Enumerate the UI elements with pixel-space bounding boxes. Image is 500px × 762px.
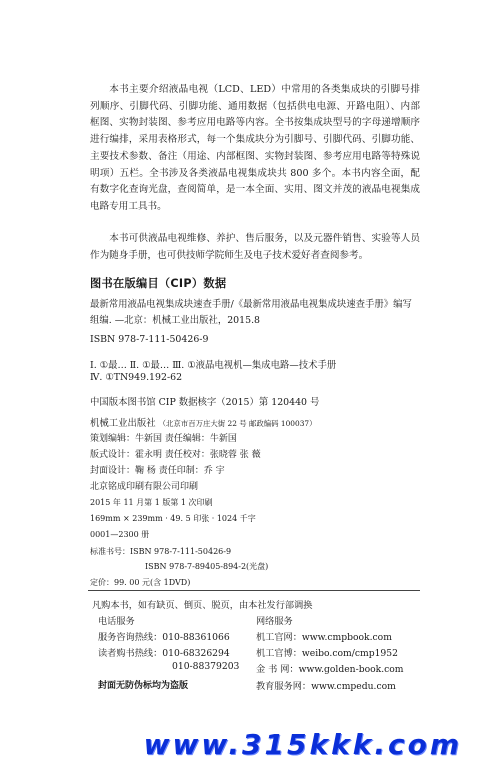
publisher-name: 机械工业出版社 [90, 418, 156, 429]
price: 定价：99. 00 元(含 1DVD) [90, 578, 191, 587]
book-format: 169mm × 239mm · 49. 5 印张 · 1024 千字 [90, 514, 256, 523]
cip-title-entry: 最新常用液晶电视集成块速查手册/《最新常用液晶电视集成块速查手册》编写组编. —北京：机械工业出版社，2015.8 [90, 299, 412, 326]
network-service-label: 网络服务 [256, 616, 293, 627]
consult-hotline: 服务咨询热线：010-88361066 [98, 632, 230, 643]
planning-editor: 策划编辑：牛新国 责任编辑：牛新国 [90, 434, 237, 444]
reader-hotline-2: 010-88379203 [172, 661, 240, 672]
publisher-address: （北京市百万庄大街 22 号 邮政编码 100037） [158, 419, 317, 428]
intro-paragraph-2: 本书可供液晶电视维修、养护、售后服务，以及元器件销售、实验等人员作为随身手册，也可供技师学院师生及电子技术爱好者查阅参考。 [90, 233, 420, 261]
print-run: 0001—2300 册 [90, 530, 150, 539]
cip-subjects-line-1: Ⅰ. ①最… Ⅱ. ①最… Ⅲ. ①液晶电视机—集成电路—技术手册 [90, 360, 337, 371]
layout-design: 版式设计：霍永明 责任校对：张晓蓉 张 薇 [90, 450, 261, 460]
cip-heading: 图书在版编目（CIP）数据 [90, 277, 227, 290]
edition: 2015 年 11 月第 1 版第 1 次印刷 [90, 498, 213, 507]
standard-isbn-2: ISBN 978-7-89405-894-2(光盘) [145, 562, 269, 571]
golden-book-site: 金 书 网：www.golden-book.com [256, 664, 404, 675]
reader-hotline: 读者购书热线：010-68326294 [98, 648, 230, 659]
official-site: 机工官网：www.cmpbook.com [256, 632, 392, 643]
cip-subjects-line-2: Ⅳ. ①TN949.192-62 [90, 372, 183, 383]
education-service-site: 教育服务网：www.cmpedu.com [256, 681, 396, 692]
standard-isbn-1: 标准书号：ISBN 978-7-111-50426-9 [90, 547, 232, 556]
watermark-banner: www.315kkk.com [143, 728, 462, 761]
cip-number: 中国版本图书馆 CIP 数据核字（2015）第 120440 号 [90, 397, 320, 408]
publisher-line [90, 415, 317, 429]
printer: 北京铭成印刷有限公司印刷 [90, 482, 199, 492]
service-notice: 凡购本书，如有缺页、倒页、脱页，由本社发行部调换 [92, 600, 313, 611]
phone-service-label: 电话服务 [98, 616, 135, 627]
cip-isbn: ISBN 978-7-111-50426-9 [90, 334, 209, 345]
divider-rule [88, 590, 420, 591]
anti-counterfeit-notice: 封面无防伪标均为盗版 [98, 681, 189, 691]
intro-paragraph-1: 本书主要介绍液晶电视（LCD、LED）中常用的各类集成块的引脚号排列顺序、引脚代码、引脚功能、通用数据（包括供电电源、开路电阻）、内部框图、实物封装图、参考应用电路等内容。全书按集成块型号的字母递增顺序进行编排，采用表格形式，每一个集成块分为引脚号、引脚代码、引脚功能、主要技术参数、备注（用途、内部框图、实物封装图、参考应用电路等特殊说明项）五栏。全书涉及各类液晶电视集成块共 800 多个。本书内容全面，配有数字化查询光盘，查阅简单，是一本全面、实用、图文并茂的液晶电视集成电路专用工具书。 [90, 84, 420, 212]
official-weibo: 机工官博：weibo.com/cmp1952 [256, 648, 398, 659]
cover-design: 封面设计：鞠 杨 责任印制：乔 宇 [90, 466, 225, 476]
